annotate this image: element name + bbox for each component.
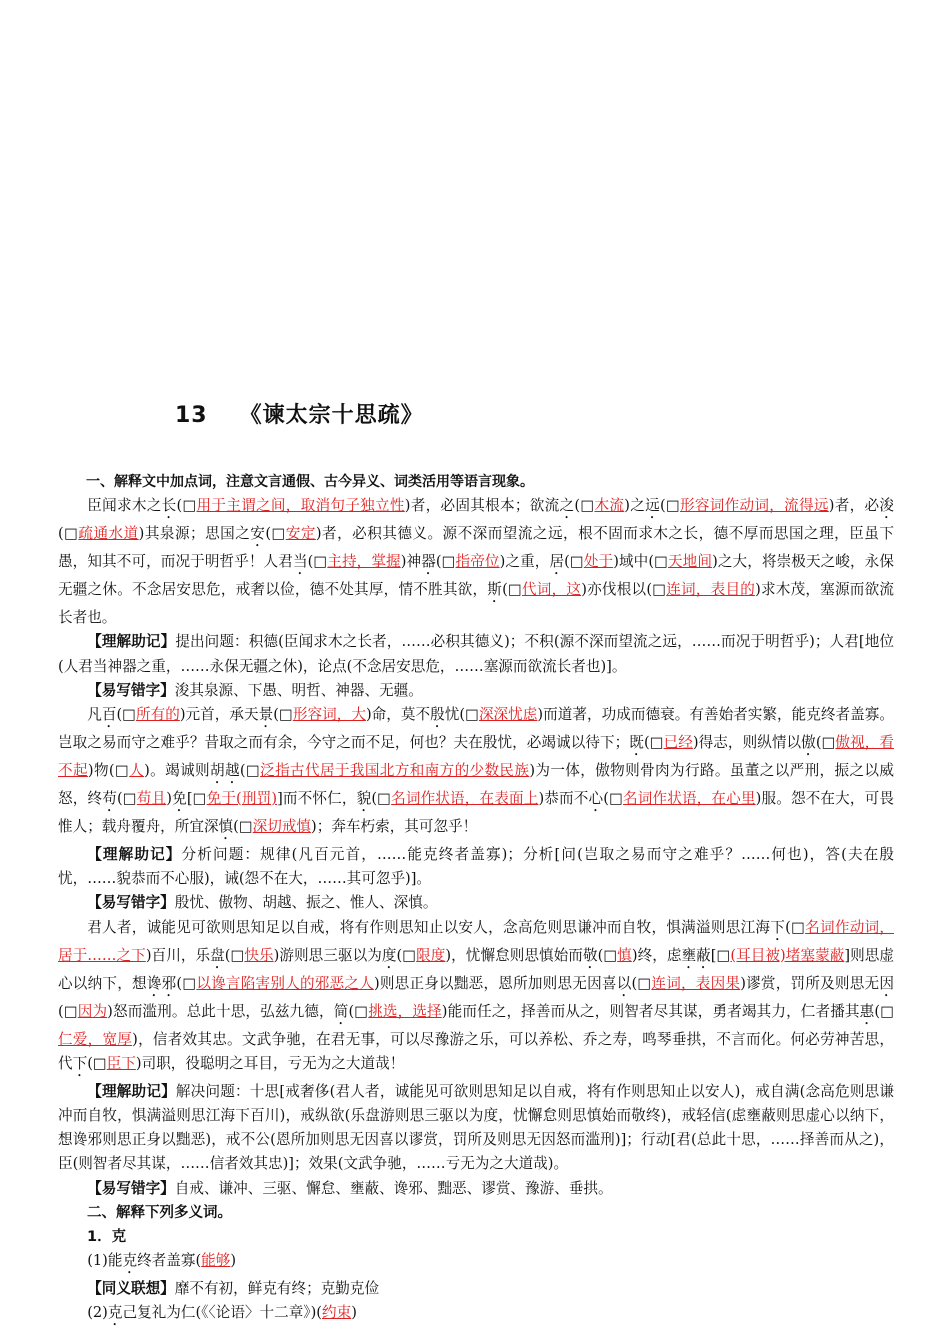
dotted-keyword: 盘 bbox=[210, 946, 225, 964]
answer-text: 疏通水道 bbox=[78, 525, 139, 543]
answer-text: 挑选，选择 bbox=[368, 1002, 442, 1020]
help-note-label: 【理解助记】 bbox=[87, 633, 176, 651]
answer-text: 快乐 bbox=[244, 946, 274, 964]
passage-text: (□ bbox=[643, 734, 664, 752]
dotted-keyword: 克 bbox=[107, 1304, 123, 1322]
passage-text: )为一体，傲物则骨肉为行路。虽董之以严刑，振之以威怒，终 bbox=[58, 762, 894, 808]
answer-text: 指帝位 bbox=[455, 553, 500, 571]
dotted-keyword: 心 bbox=[588, 790, 604, 808]
passage-text: (□ bbox=[265, 525, 286, 543]
answer-text: 慎 bbox=[617, 946, 632, 964]
section-2-heading: 二、解释下列多义词。 bbox=[87, 1204, 232, 1221]
polysemy-sentence-2 bbox=[58, 1301, 894, 1329]
answer-text: 主持，掌握 bbox=[327, 553, 401, 571]
passage-text: (□ bbox=[176, 974, 197, 992]
passage-text: )求木茂，塞源而欲流长者也。 bbox=[58, 581, 894, 627]
dotted-keyword: 惠 bbox=[859, 1002, 875, 1020]
answer-text: 木流 bbox=[594, 497, 625, 515]
help-note-2 bbox=[58, 843, 894, 891]
passage-text: [□ bbox=[186, 790, 207, 808]
passage-text: )，信者效其忠。文武争驰，在君无事，可以尽豫游之乐，可以养松、乔之寿，鸣琴垂拱，不言而化。何必劳神苦思，代 bbox=[58, 1030, 894, 1072]
synonym-note-text: 靡不有初，鲜克有终；克勤克俭 bbox=[174, 1280, 380, 1298]
answer-text: 人 bbox=[129, 762, 145, 780]
answer-text: (耳目被)堵塞蒙蔽 bbox=[730, 946, 845, 964]
passage-text: 忧(□ bbox=[444, 706, 479, 724]
passage-text: )之重， bbox=[499, 553, 550, 571]
passage-text: )服。怨不在大，可畏惟人；载舟覆舟，所宜深 bbox=[58, 790, 894, 836]
passage-text: )亦伐根以(□ bbox=[581, 581, 667, 599]
dotted-keyword: 斯 bbox=[487, 581, 503, 599]
passage-text: (□ bbox=[233, 818, 253, 836]
passage-text: )命，莫不 bbox=[365, 706, 431, 724]
passage-text: )谬赏，罚所及则思无 bbox=[740, 974, 880, 992]
dotted-keyword: 貌 bbox=[356, 790, 372, 808]
dotted-keyword: 浚 bbox=[879, 497, 894, 515]
passage-text: ) bbox=[230, 1252, 237, 1270]
passage-text: (□ bbox=[87, 1054, 107, 1072]
passage-text: )而道著，功成而德衰。有善始者实繁，能克终者盖寡。岂取之易而守之难乎？昔取之而有余，今守之而不足，何也？夫在殷忧，必竭诚以待下； bbox=[58, 706, 894, 752]
passage-text: )游则思三驱以为 bbox=[273, 946, 382, 964]
help-note-text: 分析问题：规律(凡百元首，……能克终者盖寡)；分析[问(岂取之易而守之难乎？……何也)，答(夫在殷忧，……貌恭而不心服)，诫(怨不在大，……其可忽乎)]。 bbox=[58, 846, 894, 888]
passage-text: )神 bbox=[400, 553, 422, 571]
dotted-keyword: 当 bbox=[292, 553, 308, 571]
answer-text: 泛指古代居于我国北方和南方的少数民族 bbox=[260, 762, 530, 780]
answer-text: 形容词，大 bbox=[292, 706, 366, 724]
passage-text: (□ bbox=[603, 790, 624, 808]
answer-text: 连词，表因果 bbox=[651, 974, 741, 992]
error-note-2 bbox=[58, 891, 894, 915]
answer-text: 限度 bbox=[416, 946, 446, 964]
passage-text: (□ bbox=[307, 553, 328, 571]
dotted-keyword: 下 bbox=[770, 918, 786, 936]
passage-text: (□ bbox=[116, 706, 136, 724]
error-note-3 bbox=[58, 1177, 894, 1201]
answer-text: 能够 bbox=[201, 1252, 231, 1270]
help-note-label: 【理解助记】 bbox=[87, 1082, 176, 1100]
passage-text: ) bbox=[166, 790, 172, 808]
passage-text: (□ bbox=[371, 790, 392, 808]
error-note-text: 殷忧、傲物、胡越、振之、惟人、深慎。 bbox=[174, 894, 438, 912]
answer-text: 臣下 bbox=[106, 1054, 136, 1072]
dotted-keyword: 长 bbox=[161, 497, 177, 515]
dotted-keyword: 以 bbox=[616, 974, 632, 992]
help-note-1 bbox=[58, 630, 894, 678]
dotted-keyword: 器 bbox=[421, 553, 436, 571]
help-note-text: 提出问题：积德(臣闻求木之长者，……必积其德义)；不积(源不深而望流之远，……而况于明哲乎)；人君[地位(人君当神器之重，……永保无疆之休)，论点(不念居安思危，……塞源而欲流长者也)]。 bbox=[58, 633, 894, 675]
document-body bbox=[58, 470, 894, 1329]
dotted-keyword: 谗邪 bbox=[146, 974, 177, 992]
passage-text: )恭而不 bbox=[538, 790, 589, 808]
answer-text: 仁爱，宽厚 bbox=[58, 1030, 133, 1048]
passage-text: )者，必固其根本；欲流 bbox=[404, 497, 560, 515]
synonym-note-label: 【同义联想】 bbox=[87, 1280, 175, 1298]
passage-text: ]则思虚心以纳下，想 bbox=[58, 946, 894, 992]
dotted-keyword: 景 bbox=[258, 706, 274, 724]
answer-text: 处于 bbox=[583, 553, 614, 571]
error-note-text: 自戒、谦冲、三驱、懈怠、壅蔽、谗邪、黜恶、谬赏、豫游、垂拱。 bbox=[174, 1179, 613, 1197]
passage-text: 臣闻求木之 bbox=[87, 497, 162, 515]
dotted-keyword: 壅蔽 bbox=[681, 946, 711, 964]
answer-text: 连词，表目的 bbox=[666, 581, 756, 599]
polysemy-item-title: 1．克 bbox=[87, 1229, 127, 1246]
passage-text: )则思正身以黜恶，恩所加则思无因喜 bbox=[373, 974, 617, 992]
passage-text: )元首，承天 bbox=[179, 706, 259, 724]
answer-text: 深切戒慎 bbox=[252, 818, 312, 836]
passage-text: )其泉源；思国之 bbox=[138, 525, 251, 543]
polysemy-sentence-1 bbox=[58, 1249, 894, 1277]
passage-text: (□ bbox=[224, 946, 245, 964]
dotted-keyword: 克 bbox=[122, 1252, 138, 1270]
passage-text: )司职，役聪明之耳目，亏无为之大道哉！ bbox=[135, 1054, 405, 1072]
passage-text: (□ bbox=[273, 706, 293, 724]
passage-text: )；奔车朽索，其可忽乎！ bbox=[311, 818, 478, 836]
dotted-keyword: 远 bbox=[645, 497, 660, 515]
passage-text: (□ bbox=[348, 1002, 369, 1020]
answer-text: 名词作动词，居于……之下 bbox=[58, 918, 894, 964]
passage-text: (□ bbox=[564, 553, 584, 571]
passage-text: )物(□ bbox=[87, 762, 130, 780]
answer-text: 安定 bbox=[285, 525, 316, 543]
help-note-3 bbox=[58, 1080, 894, 1177]
passage-text: )者，必积其德义。源不深而望流之远，根不固而求木之长，德不厚而思国之理，臣虽下愚，知其不可，而况于明哲乎！人君 bbox=[58, 525, 894, 571]
dotted-keyword: 之 bbox=[559, 497, 575, 515]
dotted-keyword: 安 bbox=[250, 525, 266, 543]
answer-text: 名词作状语，在表面上 bbox=[391, 790, 539, 808]
passage-text: )得志，则纵情以 bbox=[692, 734, 802, 752]
synonym-note bbox=[58, 1277, 894, 1301]
answer-text: 代词，这 bbox=[522, 581, 582, 599]
passage-text: 凡 bbox=[87, 706, 102, 724]
answer-text: 以谗言陷害别人的邪恶之人 bbox=[196, 974, 374, 992]
error-note-label: 【易写错字】 bbox=[87, 894, 175, 912]
answer-text: 约束 bbox=[321, 1304, 352, 1322]
passage-text: )能而任之，择善而从之，则智者尽其谋，勇者竭其力，仁者播其 bbox=[441, 1002, 860, 1020]
passage-text: )。竭诚则 bbox=[144, 762, 210, 780]
passage-text: )怒而滥刑。总此十思，弘兹九德， bbox=[107, 1002, 334, 1020]
passage-text: (□ bbox=[574, 497, 595, 515]
passage-text: )百川，乐 bbox=[145, 946, 211, 964]
help-note-text: 解决问题：十思[戒奢侈(君人者，诚能见可欲则思知足以自戒，将有作则思知止以安人)，戒自满(念高危则思谦冲而自牧，惧满溢则思江海下百川)，戒纵欲(乐盘游则思三驱以为度，忧懈怠则思慎始而敬终)，戒轻信(虑壅蔽则思虚心以纳下，想谗邪则思正身以黜恶)，戒不公(恩所加则思无因喜以谬赏，罚所及则思无因怒而滥刑)]；行动[君(总此十思，……择善而从之)，臣(则智者尽其谋，……信者效其忠)]；效果(文武争驰，……亏无为之大道哉)。 bbox=[58, 1082, 894, 1173]
passage-text: 己复礼为仁(《〈论语〉十二章》)( bbox=[122, 1304, 322, 1322]
answer-text: 傲视，看不起 bbox=[58, 734, 894, 780]
passage-text: (□ bbox=[435, 553, 456, 571]
passage-text: )者，必 bbox=[828, 497, 880, 515]
passage-text: (□ bbox=[116, 790, 137, 808]
passage-text: (□ bbox=[396, 946, 417, 964]
error-note-label: 【易写错字】 bbox=[87, 1179, 175, 1197]
passage-text: (□ bbox=[815, 734, 836, 752]
passage-paragraph-2 bbox=[58, 703, 894, 843]
error-note-text: 浚其泉源、下愚、明哲、神器、无疆。 bbox=[174, 681, 423, 699]
passage-text: (1)能 bbox=[87, 1252, 123, 1270]
section-1-heading: 一、解释文中加点词，注意文言通假、古今异义、词类活用等语言现象。 bbox=[86, 474, 534, 490]
answer-text: 已经 bbox=[663, 734, 693, 752]
dotted-keyword: 免 bbox=[171, 790, 187, 808]
answer-text: 苟且 bbox=[136, 790, 167, 808]
dotted-keyword: 简 bbox=[333, 1002, 349, 1020]
dotted-keyword: 百 bbox=[101, 706, 117, 724]
passage-text: (□ bbox=[659, 497, 681, 515]
answer-text: 形容词作动词，流得远 bbox=[680, 497, 829, 515]
passage-text: (□ bbox=[502, 581, 522, 599]
dotted-keyword: 殷 bbox=[430, 706, 445, 724]
passage-text: ) bbox=[351, 1304, 357, 1322]
lesson-number: 13 bbox=[175, 403, 208, 428]
passage-paragraph-1 bbox=[58, 494, 894, 630]
error-note-1 bbox=[58, 679, 894, 703]
dotted-keyword: 苟 bbox=[102, 790, 117, 808]
passage-text: 君人者，诚能见可欲则思知足以自戒，将有作则思知止以安人，念高危则思谦冲而自牧，惧满溢则思江海 bbox=[87, 918, 771, 936]
passage-text: )，忧懈怠则思慎始而 bbox=[445, 946, 583, 964]
answer-text: 用于主谓之间，取消句子独立性 bbox=[196, 497, 405, 515]
passage-text: 终者盖寡( bbox=[137, 1252, 202, 1270]
passage-text: ]而不怀仁， bbox=[277, 790, 357, 808]
dotted-keyword: 下 bbox=[72, 1054, 88, 1072]
passage-text: )终，虑 bbox=[631, 946, 682, 964]
passage-text: )域中(□ bbox=[613, 553, 668, 571]
answer-text: 所有的 bbox=[135, 706, 180, 724]
passage-text: )之大，将崇极天之峻，永保无疆之休。不念居安思危，戒奢以俭，德不处其厚，情不胜其欲， bbox=[58, 553, 894, 599]
help-note-label: 【理解助记】 bbox=[87, 846, 182, 864]
answer-text: 名词作状语，在心里 bbox=[623, 790, 756, 808]
passage-paragraph-3 bbox=[58, 916, 894, 1080]
passage-text: [□ bbox=[710, 946, 731, 964]
dotted-keyword: 居 bbox=[549, 553, 565, 571]
dotted-keyword: 度 bbox=[381, 946, 397, 964]
passage-text: (□ bbox=[597, 946, 618, 964]
passage-text: (2) bbox=[87, 1304, 108, 1322]
passage-text: )之 bbox=[624, 497, 646, 515]
passage-text: (□ bbox=[874, 1002, 894, 1020]
answer-text: 天地间 bbox=[668, 553, 713, 571]
passage-text: (□ bbox=[58, 525, 79, 543]
answer-text: 免于(刑罚) bbox=[206, 790, 278, 808]
passage-text: (□ bbox=[785, 918, 806, 936]
passage-text: (□ bbox=[239, 762, 261, 780]
passage-text: (□ bbox=[58, 1002, 78, 1020]
lesson-title: 《谏太宗十思疏》 bbox=[239, 403, 424, 428]
page-title bbox=[175, 398, 424, 429]
dotted-keyword: 胡越 bbox=[210, 762, 240, 780]
answer-text: 深深忧虑 bbox=[478, 706, 538, 724]
dotted-keyword: 因 bbox=[879, 974, 894, 992]
dotted-keyword: 敬 bbox=[582, 946, 598, 964]
passage-text: (□ bbox=[631, 974, 652, 992]
error-note-label: 【易写错字】 bbox=[87, 681, 175, 699]
dotted-keyword: 傲 bbox=[801, 734, 816, 752]
dotted-keyword: 慎 bbox=[218, 818, 234, 836]
dotted-keyword: 既 bbox=[629, 734, 644, 752]
answer-text: 因为 bbox=[77, 1002, 108, 1020]
passage-text: (□ bbox=[176, 497, 197, 515]
